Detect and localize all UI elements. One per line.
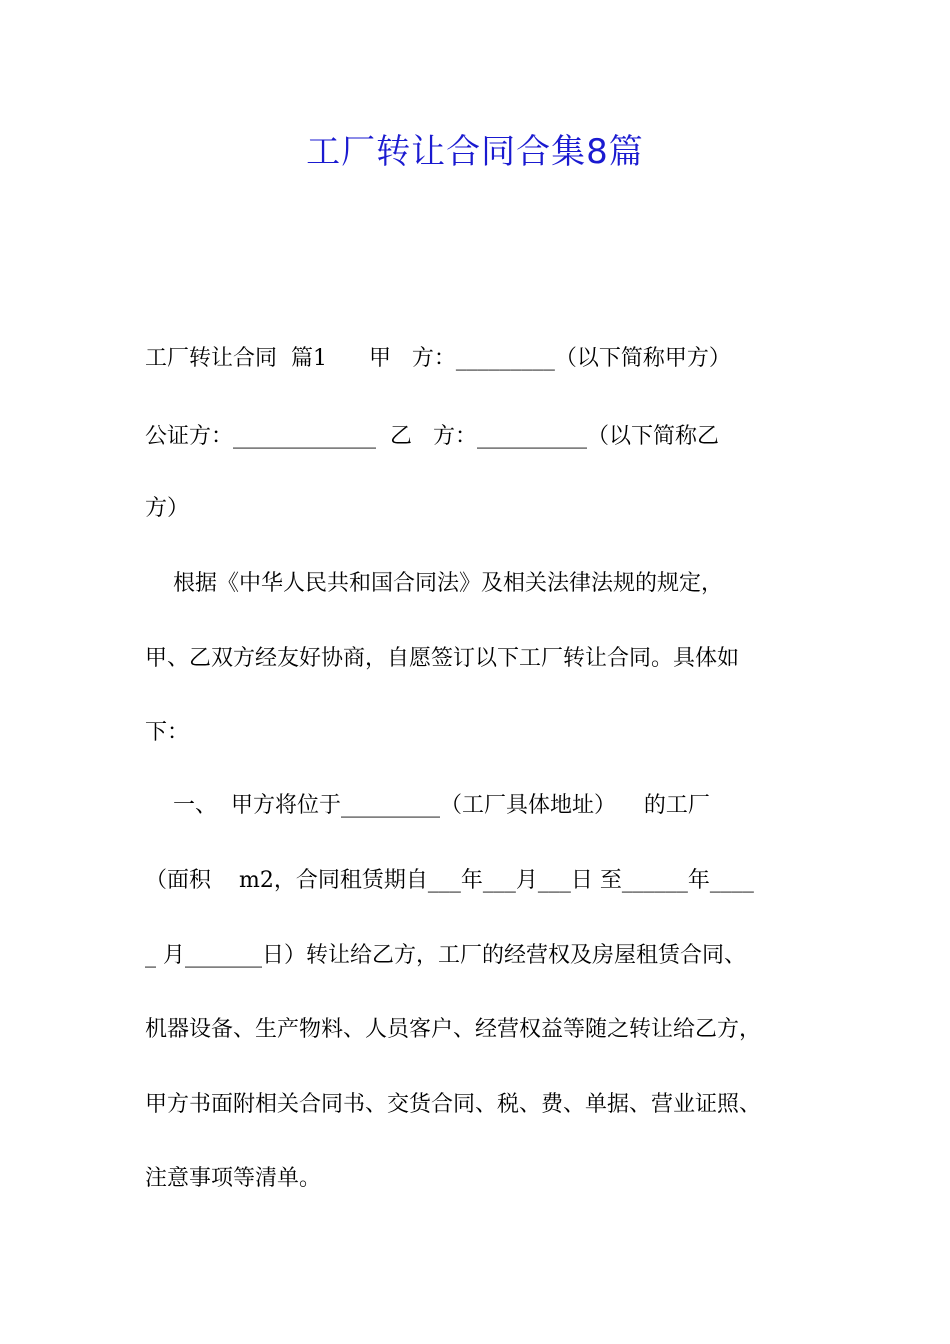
text-line: 甲方书面附相关合同书、交货合同、税、费、单据、营业证照、 [145, 1092, 762, 1117]
text-line: 根据《中华人民共和国合同法》及相关法律法规的规定， [145, 571, 723, 596]
text-line: （面积 m2，合同租赁期自___年___月___日 至______年____ [145, 868, 754, 893]
text-line: 甲、乙双方经友好协商，自愿签订以下工厂转让合同。具体如 [145, 646, 740, 671]
text-line: 工厂转让合同 篇1 甲 方：_________（以下简称甲方） [145, 346, 731, 371]
text-line: _ 月_______日）转让给乙方，工厂的经营权及房屋租赁合同、 [145, 943, 746, 968]
document-title: 工厂转让合同合集8篇 [306, 132, 644, 172]
text-line: 注意事项等清单。 [145, 1166, 322, 1191]
text-line: 公证方：_____________ 乙 方：__________（以下简称乙 [145, 424, 719, 449]
text-line: 一、 甲方将位于_________（工厂具体地址） 的工厂 [145, 793, 710, 818]
text-line: 下： [145, 720, 190, 745]
text-line: 方） [145, 496, 190, 521]
text-line: 机器设备、生产物料、人员客户、经营权益等随之转让给乙方， [145, 1017, 762, 1042]
